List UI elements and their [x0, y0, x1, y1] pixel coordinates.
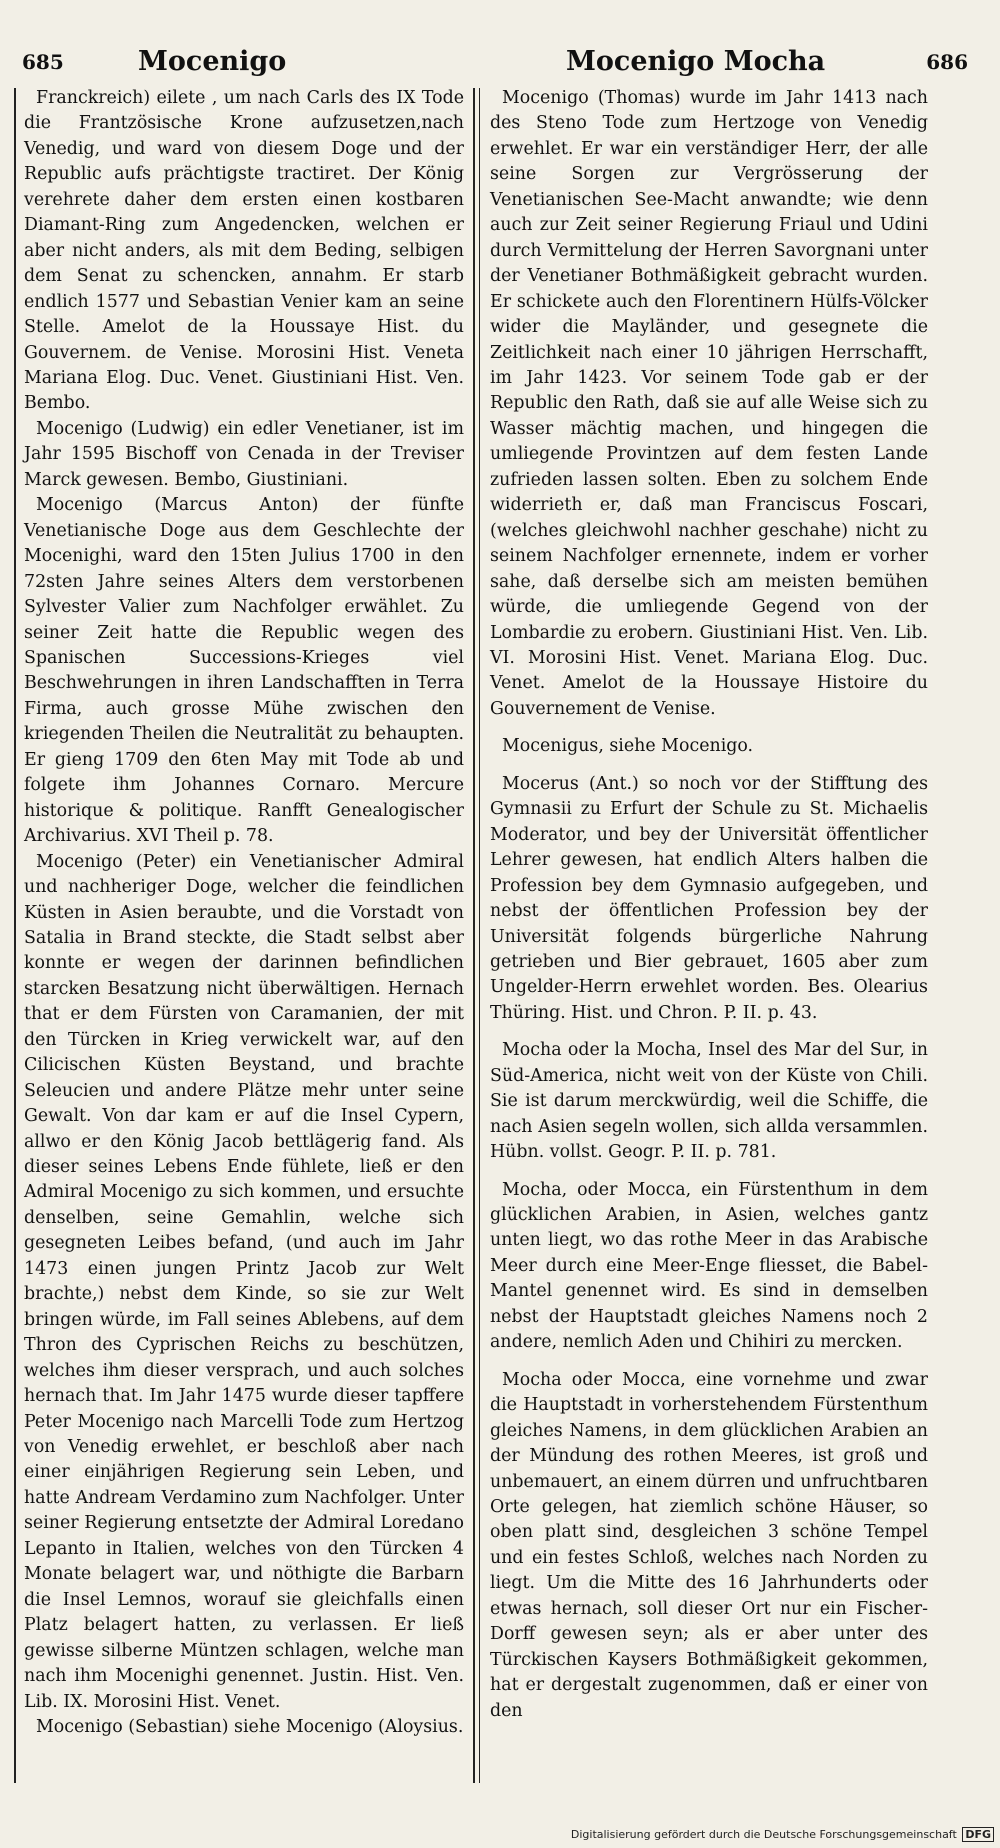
digitization-credit [571, 1827, 994, 1842]
column-rule-left [14, 88, 16, 1783]
entry-mocenigo-marcus-anton: Mocenigo (Marcus Anton) der fünfte Venetianische Doge aus dem Geschlechte der Mocenighi, ward den 15ten Julius 1700 in den 72sten Jahre seines Alters dem verstorbenen Sylvester Valier zum Nachfolger erwählet. Zu seiner Zeit hatte die Republic wegen des Spanischen Successions-Krieges viel Beschwehrungen in ihren Landschafften in Terra Firma, auch grosse Mühe zwischen den kriegenden Theilen die Neutralität zu behaupten. Er gieng 1709 den 6ten May mit Tode ab und folgete ihm Johannes Cornaro. Mercure historique & politique. Ranfft Genealogischer Archivarius. XVI Theil p. 78. [24, 495, 464, 847]
dfg-logo: DFG [962, 1827, 994, 1842]
credit-text: Digitalisierung gefördert durch die Deutsche Forschungsgemeinschaft [570, 1828, 957, 1841]
right-column [490, 86, 928, 1724]
column-rule-middle [473, 88, 475, 1783]
entry-mocenigo-sebastian: Mocenigo (Sebastian) siehe Mocenigo (Aloysius. [36, 1717, 464, 1737]
entry-mocha-insel: Mocha oder la Mocha, Insel des Mar del Sur, in Süd-America, nicht weit von der Küste von Chili. Sie ist darum merckwürdig, weil die Schiffe, die nach Asien segeln wollen, sich allda versammlen. Hübn. vollst. Geogr. P. II. p. 781. [490, 1040, 928, 1163]
entry-mocenigo-peter: Mocenigo (Peter) ein Venetianischer Admiral und nachheriger Doge, welcher die feindlichen Küsten in Asien beraubte, und die Vorstadt von Satalia in Brand steckte, die Stadt selbst aber konnte er wegen der darinnen befindlichen starcken Besatzung nicht überwältigen. Hernach that er dem Fürsten von Caramanien, der mit den Türcken in Krieg verwickelt war, auf den Cilicischen Küsten Beystand, und brachte Seleucien und andere Plätze mehr unter seine Gewalt. Von dar kam er auf die Insel Cypern, allwo er den König Jacob bettlägerig fand. Als dieser seines Lebens Ende fühlete, ließ er den Admiral Mocenigo zu sich kommen, und ersuchte denselben, seine Gemahlin, welche sich gesegneten Leibes befand, (und auch im Jahr 1473 einen jungen Printz Jacob zur Welt brachte,) nebst dem Kinde, so sie zur Welt bringen würde, im Fall seines Ablebens, auf dem Thron des Cyprischen Reichs zu beschützen, welches ihm dieser versprach, und auch solches hernach that. Im Jahr 1475 wurde dieser tapffere Peter Mocenigo nach Marcelli Tode zum Hertzog von Venedig erwehlet, er beschloß aber nach einer einjährigen Regierung sein Leben, und hatte Andream Verdamino zum Nachfolger. Unter seiner Regierung entsetzte der Admiral Loredano Lepanto in Italien, welches von den Türcken 4 Monate belagert war, und nöthigte die Barbarn die Insel Lemnos, worauf sie gleichfalls einen Platz belagert hatten, zu verlassen. Er ließ gewisse silberne Müntzen schlagen, welche man nach ihm Mocenighi genennet. Justin. Hist. Ven. Lib. IX. Morosini Hist. Venet. [24, 851, 464, 1712]
entry-continuation: Franckreich) eilete , um nach Carls des IX Tode die Frantzösische Krone aufzusetzen,nach Venedig, und ward von diesem Doge und der Republic aufs prächtigste tractiret. Der König verehrete daher dem ersten einen kostbaren Diamant-Ring zum Angedencken, welchen er aber nicht anders, als mit dem Beding, selbigen dem Senat zu schencken, annahm. Er starb endlich 1577 und Sebastian Venier kam an seine Stelle. Amelot de la Houssaye Hist. du Gouvernem. de Venise. Morosini Hist. Veneta Mariana Elog. Duc. Venet. Giustiniani Hist. Ven. Bembo. [24, 88, 464, 414]
entry-mocha-fuerstenthum: Mocha, oder Mocca, ein Fürstenthum in dem glücklichen Arabien, in Asien, welches gantz unten liegt, wo das rothe Meer in das Arabische Meer durch eine Meer-Enge fliesset, die Babel-Mantel genennet wird. Es sind in demselben nebst der Hauptstadt gleiches Namens noch 2 andere, nemlich Aden und Chihiri zu mercken. [490, 1179, 928, 1353]
entry-mocerus: Mocerus (Ant.) so noch vor der Stifftung des Gymnasii zu Erfurt der Schule zu St. Michaelis Moderator, und bey der Universität öffentlicher Lehrer gewesen, hat endlich Alters halben die Profession bey dem Gymnasio aufgegeben, und nebst der öffentlichen Profession bey der Universität folgends bürgerliche Nahrung getrieben und Bier gebrauet, 1605 aber zum Ungelder-Herrn erwehlet worden. Bes. Olearius Thüring. Hist. und Chron. P. II. p. 43. [490, 773, 928, 1023]
running-headword-right: Mocenigo Mocha [566, 46, 826, 77]
column-rule-middle-double [479, 88, 480, 1783]
entry-mocenigo-ludwig: Mocenigo (Ludwig) ein edler Venetianer, ist im Jahr 1595 Bischoff von Cenada in der Treviser Marck gewesen. Bembo, Giustiniani. [24, 418, 464, 490]
page-number-left: 685 [22, 50, 64, 74]
page-header [18, 44, 982, 84]
entry-mocenigo-thomas: Mocenigo (Thomas) wurde im Jahr 1413 nach des Steno Tode zum Hertzoge von Venedig erwehlet. Er war ein verständiger Herr, der alle seine Sorgen zur Vergrösserung der Venetianischen See-Macht anwandte; wie denn auch zur Zeit seiner Regierung Friaul und Udini durch Vermittelung der Herren Savorgnani unter der Venetianer Bothmäßigkeit gebracht wurden. Er schickete auch den Florentinern Hülfs-Völcker wider die Mayländer, und gesegnete die Zeitlichkeit nach einer 10 jährigen Herrschafft, im Jahr 1423. Vor seinem Tode gab er der Republic den Rath, daß sie auf alle Weise sich zu Wasser mächtig machen, und hingegen die umliegende Provintzen auf dem festen Lande zufrieden lassen solten. Eben zu solchem Ende widerrieth er, daß man Franciscus Foscari, (welches gleichwohl nachher geschahe) nicht zu seinem Nachfolger ernennete, indem er vorher sahe, daß derselbe sich am meisten bemühen würde, die umliegende Gegend von der Lombardie zu erobern. Giustiniani Hist. Ven. Lib. VI. Morosini Hist. Venet. Mariana Elog. Duc. Venet. Amelot de la Houssaye Histoire du Gouvernement de Venise. [490, 88, 928, 719]
running-headword-left: Mocenigo [138, 46, 287, 77]
page-number-right: 686 [926, 50, 968, 74]
entry-mocha-stadt: Mocha oder Mocca, eine vornehme und zwar die Hauptstadt in vorherstehendem Fürstenthum gleiches Namens, in dem glücklichen Arabien an der Mündung des rothen Meeres, ist groß und unbemauert, an einem dürren und unfruchtbaren Orte gelegen, hat ziemlich schöne Häuser, so oben platt sind, desgleichen 3 schöne Tempel und ein festes Schloß, welches nach Norden zu liegt. Um die Mitte des 16 Jahrhunderts oder etwas hernach, soll dieser Ort nur ein Fischer-Dorff gewesen seyn; als er aber unter des Türckischen Kaysers Bothmäßigkeit gekommen, hat er dergestalt zugenommen, daß er einer von den [490, 1369, 928, 1721]
left-column [24, 86, 464, 1740]
entry-mocenigus: Mocenigus, siehe Mocenigo. [502, 736, 754, 757]
